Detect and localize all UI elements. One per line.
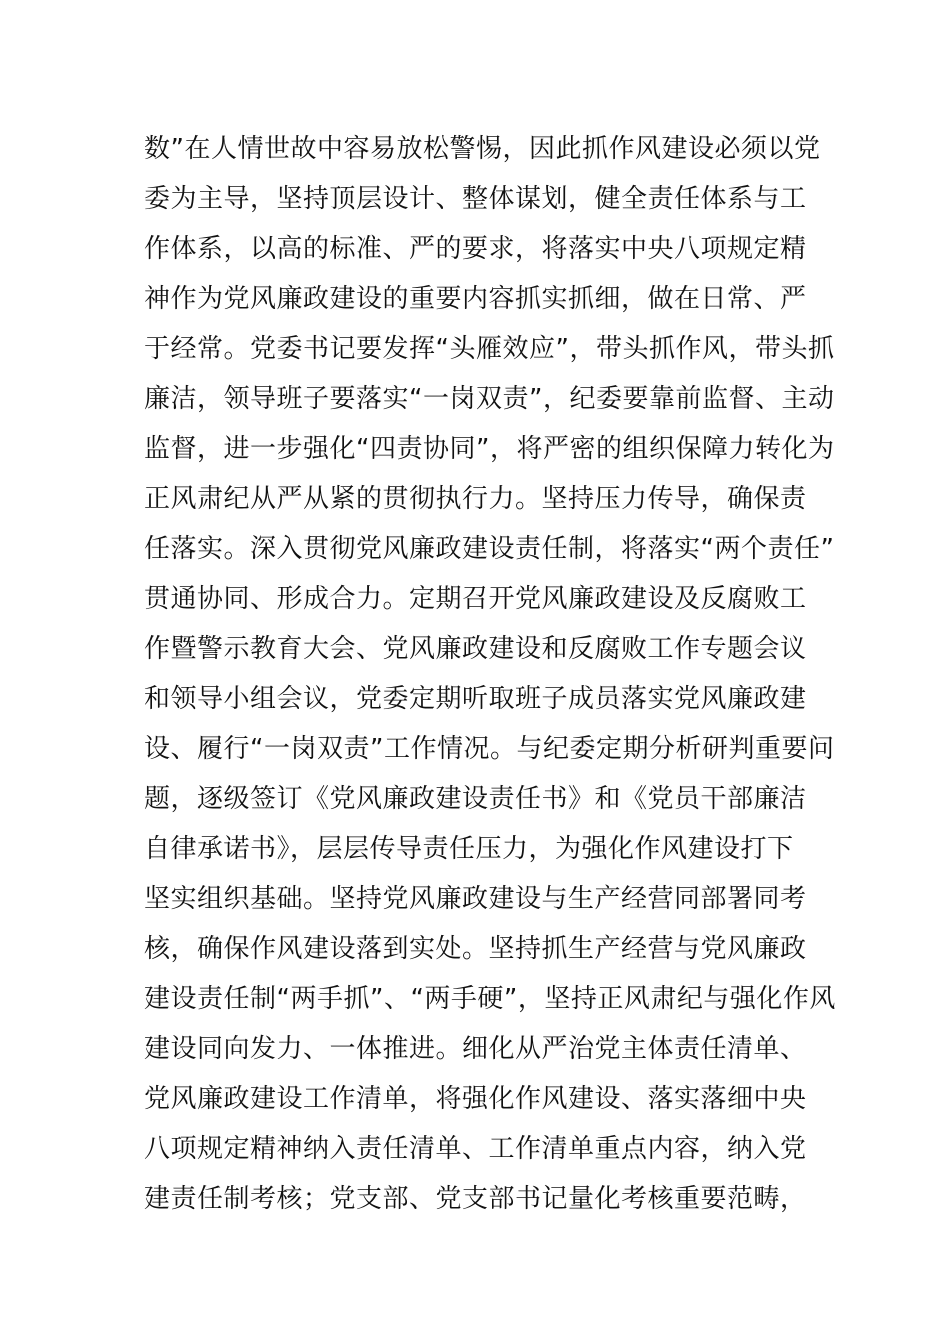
text-line: 建设责任制“两手抓”、“两手硬”，坚持正风肃纪与强化作风 bbox=[144, 984, 836, 1014]
text-line: 数”在人情世故中容易放松警惕，因此抓作风建设必须以党 bbox=[144, 134, 821, 164]
text-line: 坚实组织基础。坚持党风廉政建设与生产经营同部署同考 bbox=[144, 884, 807, 914]
text-line: 和领导小组会议，党委定期听取班子成员落实党风廉政建 bbox=[144, 684, 807, 714]
text-line: 题，逐级签订《党风廉政建设责任书》和《党员干部廉洁 bbox=[144, 784, 807, 814]
text-line: 任落实。深入贯彻党风廉政建设责任制，将落实“两个责任” bbox=[144, 534, 835, 564]
text-line: 八项规定精神纳入责任清单、工作清单重点内容，纳入党 bbox=[144, 1134, 807, 1164]
text-line: 核，确保作风建设落到实处。坚持抓生产经营与党风廉政 bbox=[144, 934, 807, 964]
text-line: 建责任制考核；党支部、党支部书记量化考核重要范畴， bbox=[144, 1184, 807, 1214]
text-line: 自律承诺书》，层层传导责任压力，为强化作风建设打下 bbox=[144, 834, 794, 864]
text-line: 作体系，以高的标准、严的要求，将落实中央八项规定精 bbox=[144, 234, 807, 264]
text-line: 设、履行“一岗双责”工作情况。与纪委定期分析研判重要问 bbox=[144, 734, 835, 764]
text-line: 建设同向发力、一体推进。细化从严治党主体责任清单、 bbox=[144, 1034, 807, 1064]
text-line: 委为主导，坚持顶层设计、整体谋划，健全责任体系与工 bbox=[144, 184, 807, 214]
text-line: 监督，进一步强化“四责协同”，将严密的组织保障力转化为 bbox=[144, 434, 835, 464]
text-line: 正风肃纪从严从紧的贯彻执行力。坚持压力传导，确保责 bbox=[144, 484, 807, 514]
text-line: 神作为党风廉政建设的重要内容抓实抓细，做在日常、严 bbox=[144, 284, 807, 314]
text-line: 廉洁，领导班子要落实“一岗双责”，纪委要靠前监督、主动 bbox=[144, 384, 835, 414]
body-paragraph bbox=[144, 124, 836, 1224]
text-line: 党风廉政建设工作清单，将强化作风建设、落实落细中央 bbox=[144, 1084, 807, 1114]
text-line: 于经常。党委书记要发挥“头雁效应”，带头抓作风，带头抓 bbox=[144, 334, 835, 364]
text-line: 作暨警示教育大会、党风廉政建设和反腐败工作专题会议 bbox=[144, 634, 807, 664]
text-line: 贯通协同、形成合力。定期召开党风廉政建设及反腐败工 bbox=[144, 584, 807, 614]
